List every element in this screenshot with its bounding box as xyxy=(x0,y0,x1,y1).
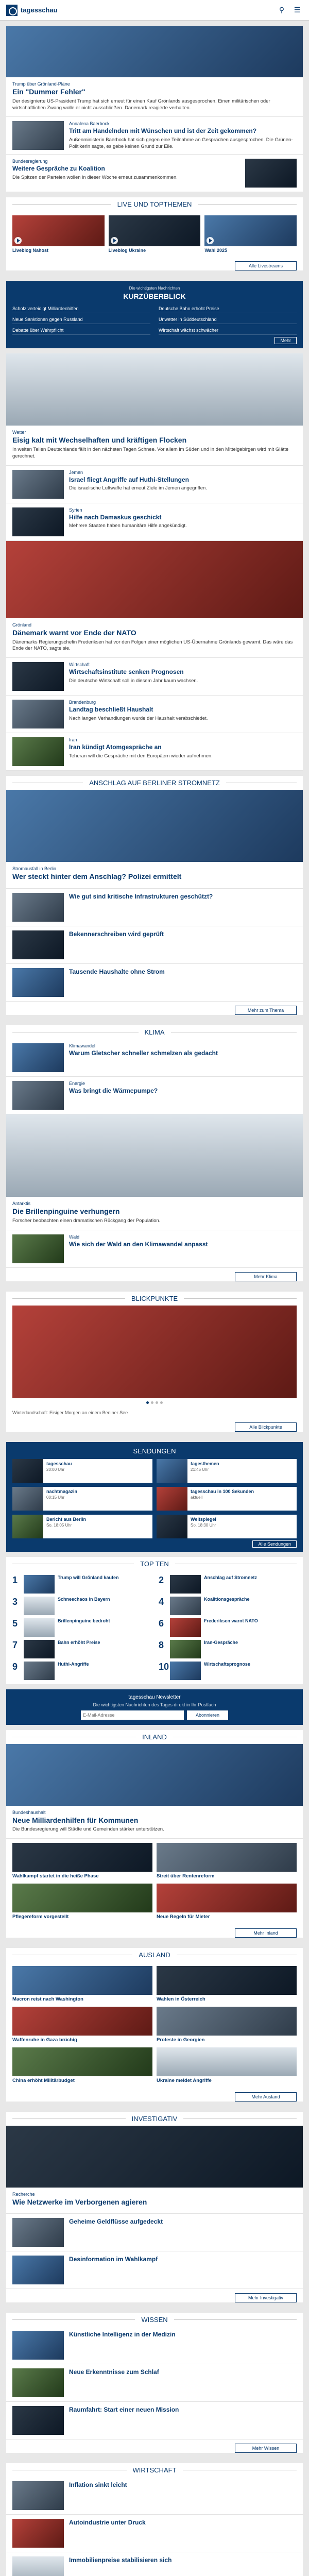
card-title[interactable]: Macron reist nach Washington xyxy=(12,1996,83,2003)
list-item[interactable] xyxy=(6,926,303,964)
list-item[interactable] xyxy=(6,2364,303,2402)
teaser-topline: Annalena Baerbock xyxy=(69,121,110,127)
teaser-headline[interactable]: Immobilienpreise stabilisieren sich xyxy=(69,2556,172,2564)
top10-number: 4 xyxy=(159,1596,164,1607)
teaser-image xyxy=(12,700,64,728)
teaser-image xyxy=(12,2556,64,2576)
section-title: ANSCHLAG AUF BERLINER STROMNETZ xyxy=(89,779,220,787)
card[interactable] xyxy=(157,2047,297,2084)
teaser-topline: Klimawandel xyxy=(69,1043,96,1049)
teaser-image xyxy=(12,1234,64,1263)
section-title: INVESTIGATIV xyxy=(131,2114,178,2123)
live-item[interactable] xyxy=(12,215,105,253)
teaser-image xyxy=(12,2481,64,2510)
top10-number: 7 xyxy=(12,1639,18,1650)
feature-image[interactable] xyxy=(6,541,303,618)
top10-item[interactable] xyxy=(12,1575,150,1594)
teaser-topline: Wetter xyxy=(12,430,26,435)
teaser-summary: Außenministerin Baerbock hat sich gegen eine Teilnahme an Gesprächen ausgesprochen. Die Grünen-Politikerin sagte, es gebe keinen Grund zur Eile. xyxy=(69,137,293,149)
top10-title[interactable]: Huthi-Angriffe xyxy=(58,1661,89,1667)
teaser[interactable] xyxy=(6,862,303,889)
more-live-button[interactable]: Alle Livestreams xyxy=(235,261,297,270)
list-item[interactable] xyxy=(6,503,303,541)
teaser-image xyxy=(12,2218,64,2247)
blickpunkte-image[interactable] xyxy=(12,1306,297,1398)
list-item[interactable] xyxy=(6,733,303,771)
top10-title[interactable]: Trump will Grönland kaufen xyxy=(58,1574,119,1580)
penguin-image[interactable] xyxy=(6,1114,303,1197)
live-caption: Liveblog Ukraine xyxy=(108,248,146,253)
teaser-headline[interactable]: Die Brillenpinguine verhungern xyxy=(12,1207,120,1216)
teaser-headline[interactable]: Warum Gletscher schneller schmelzen als gedacht xyxy=(69,1049,218,1057)
card-title[interactable]: Streit über Rentenreform xyxy=(157,1873,215,1879)
inland-image[interactable] xyxy=(6,1744,303,1806)
teaser-image xyxy=(12,968,64,997)
hero-headline[interactable]: Ein "Dummer Fehler" xyxy=(12,88,85,96)
list-item[interactable] xyxy=(6,658,303,696)
teaser-topline: Brandenburg xyxy=(69,700,96,705)
sendung-item[interactable] xyxy=(157,1459,297,1483)
sendung-label: tagesschau in 100 Sekunden xyxy=(191,1488,254,1494)
top10-item[interactable] xyxy=(12,1618,150,1637)
list-item[interactable] xyxy=(6,2327,303,2364)
section-title: TOP TEN xyxy=(140,1560,169,1568)
teaser[interactable] xyxy=(6,426,303,465)
teaser-headline[interactable]: Autoindustrie unter Druck xyxy=(69,2519,146,2527)
teaser-headline[interactable]: Geheime Geldflüsse aufgedeckt xyxy=(69,2218,163,2226)
teaser-topline: Recherche xyxy=(12,2191,35,2197)
top10-number: 10 xyxy=(159,1661,169,1672)
more-sendungen-button[interactable]: Alle Sendungen xyxy=(252,1540,297,1548)
sendung-item[interactable] xyxy=(12,1515,152,1538)
top10-title[interactable]: Brillenpinguine bedroht xyxy=(58,1618,110,1623)
carousel-dot[interactable] xyxy=(151,1401,153,1404)
teaser-headline[interactable]: Wirtschaftsinstitute senken Prognosen xyxy=(69,668,184,676)
top10-number: 6 xyxy=(159,1618,164,1629)
section-title: WISSEN xyxy=(141,2316,168,2324)
top10-title[interactable]: Bahn erhöht Preise xyxy=(58,1639,100,1645)
teaser-headline[interactable]: Eisig kalt mit Wechselhaften und kräftigen Flocken xyxy=(12,436,187,445)
teaser-image xyxy=(12,662,64,691)
menu-icon[interactable]: ☰ xyxy=(294,6,301,14)
ausland-section xyxy=(6,1948,303,2102)
card[interactable] xyxy=(12,1884,152,1920)
teaser-headline[interactable]: Hilfe nach Damaskus geschickt xyxy=(69,513,162,521)
teaser-summary: Teheran will die Gespräche mit den Europäern wieder aufnehmen. xyxy=(69,753,213,759)
anschlag-image[interactable] xyxy=(6,790,303,862)
investigativ-image[interactable] xyxy=(6,2126,303,2188)
list-item[interactable] xyxy=(6,117,303,155)
teaser-headline[interactable]: Tausende Haushalte ohne Strom xyxy=(69,968,165,976)
sendung-time: aktuell xyxy=(191,1495,203,1500)
newsletter-subscribe-button[interactable]: Abonnieren xyxy=(187,1710,228,1720)
teaser-topline: Stromausfall in Berlin xyxy=(12,866,57,872)
teaser-headline[interactable]: Künstliche Intelligenz in der Medizin xyxy=(69,2331,176,2338)
list-item[interactable] xyxy=(6,466,303,503)
teaser-image xyxy=(12,1043,64,1072)
section-title: WIRTSCHAFT xyxy=(132,2466,177,2475)
teaser-headline[interactable]: Bekennerschreiben wird geprüft xyxy=(69,930,164,938)
section-title: LIVE UND TOPTHEMEN xyxy=(117,200,192,209)
wissen-section xyxy=(6,2313,303,2453)
card[interactable] xyxy=(12,2007,152,2043)
hero-text xyxy=(6,77,303,117)
teaser[interactable] xyxy=(6,2188,303,2214)
hero-summary: Der designierte US-Präsident Trump hat sich erneut für einen Kauf Grönlands ausgesprochen. Einen militärischen oder wirtschaftlichen Zwang wolle er nicht ausschließen. Dänemark reagierte verhalten. xyxy=(12,98,270,111)
top10-number: 9 xyxy=(12,1661,18,1672)
sendung-label: tagesthemen xyxy=(191,1461,219,1466)
top10-title[interactable]: Wirtschaftsprognose xyxy=(204,1661,250,1667)
teaser-topline: Wald xyxy=(69,1234,80,1240)
list-item[interactable] xyxy=(6,696,303,733)
teaser-topline: Syrien xyxy=(69,507,82,513)
card-title[interactable]: Pflegereform vorgestellt xyxy=(12,1914,69,1920)
top10-title[interactable]: Schneechaos in Bayern xyxy=(58,1596,110,1602)
list-item[interactable] xyxy=(6,2214,303,2251)
teaser-headline[interactable]: Israel fliegt Angriffe auf Huthi-Stellungen xyxy=(69,476,189,483)
card[interactable] xyxy=(12,1843,152,1879)
section-title: AUSLAND xyxy=(139,1951,170,1959)
search-icon[interactable]: ⚲ xyxy=(279,6,285,14)
carousel-dot[interactable] xyxy=(160,1401,163,1404)
teaser-topline: Bundeshaushalt xyxy=(12,1809,46,1815)
newsletter-box xyxy=(6,1689,303,1725)
teaser-image xyxy=(12,1081,64,1110)
top10-item[interactable] xyxy=(159,1597,297,1615)
teaser[interactable] xyxy=(6,1197,303,1230)
sendung-time: So. 18:30 Uhr xyxy=(191,1522,216,1528)
klima-section xyxy=(6,1025,303,1281)
teaser-headline[interactable]: Neue Erkenntnisse zum Schlaf xyxy=(69,2368,159,2376)
blickpunkte-caption: Winterlandschaft: Eisiger Morgen an einem Berliner See xyxy=(12,1410,128,1415)
teaser-image xyxy=(12,2406,64,2435)
teaser-headline[interactable]: Landtag beschließt Haushalt xyxy=(69,706,153,714)
sendung-time: 00:15 Uhr xyxy=(46,1495,65,1500)
teaser-headline[interactable]: Tritt am Handelnden mit Wünschen und ist der Zeit gekommen? xyxy=(69,127,257,135)
teaser-topline: Grönland xyxy=(12,622,32,628)
teaser-summary: Die Bundesregierung will Städte und Gemeinden stärker unterstützen. xyxy=(12,1826,164,1833)
sendung-time: 20:00 Uhr xyxy=(46,1467,65,1472)
more-anschlag-button[interactable]: Mehr zum Thema xyxy=(235,1006,297,1015)
blickpunkte-section xyxy=(6,1292,303,1432)
card-title[interactable]: Wahlen in Österreich xyxy=(157,1996,205,2003)
teaser-image xyxy=(12,930,64,959)
teaser-summary: Die Spitzen der Parteien wollen in dieser Woche erneut zusammenkommen. xyxy=(12,174,178,180)
teaser-headline[interactable]: Iran kündigt Atomgespräche an xyxy=(69,743,162,751)
list-item[interactable] xyxy=(6,2515,303,2552)
logo-text[interactable]: tagesschau xyxy=(21,6,58,14)
list-item[interactable] xyxy=(6,1039,303,1077)
section-title: BLICKPUNKTE xyxy=(131,1294,178,1302)
box-title: KURZÜBERBLICK xyxy=(123,292,186,301)
card-title[interactable]: China erhöht Militärbudget xyxy=(12,2077,75,2083)
wirtschaft-section xyxy=(6,2463,303,2576)
carousel-dot[interactable] xyxy=(156,1401,158,1404)
teaser-headline[interactable]: Neue Milliardenhilfen für Kommunen xyxy=(12,1816,139,1824)
top10-item[interactable] xyxy=(12,1597,150,1615)
teaser-image xyxy=(12,470,64,499)
play-icon[interactable] xyxy=(14,237,22,244)
teaser-headline[interactable]: Dänemark warnt vor Ende der NATO xyxy=(12,628,136,637)
top10-number: 5 xyxy=(12,1618,18,1629)
card[interactable] xyxy=(12,2047,152,2084)
anschlag-section xyxy=(6,776,303,1015)
card-title[interactable]: Ukraine meldet Angriffe xyxy=(157,2077,212,2083)
teaser-summary: Die israelische Luftwaffe hat erneut Ziele im Jemen angegriffen. xyxy=(69,485,207,492)
more-blickpunkte-button[interactable]: Alle Blickpunkte xyxy=(235,1422,297,1432)
sendung-item[interactable] xyxy=(12,1459,152,1483)
site-header xyxy=(0,0,309,21)
teaser-image xyxy=(245,159,297,188)
teaser-headline[interactable]: Desinformation im Wahlkampf xyxy=(69,2256,158,2263)
top10-number: 8 xyxy=(159,1639,164,1650)
sendung-item[interactable] xyxy=(157,1515,297,1538)
card-title[interactable]: Waffenruhe in Gaza brüchig xyxy=(12,2037,77,2043)
kurzueberblick-item[interactable]: Scholz verteidigt Milliardenhilfen xyxy=(12,304,150,313)
live-caption: Liveblog Nahost xyxy=(12,248,49,253)
top10-item[interactable] xyxy=(159,1575,297,1594)
sendung-time: 21:45 Uhr xyxy=(191,1467,209,1472)
teaser[interactable] xyxy=(6,1806,303,1839)
top10-title[interactable]: Frederiksen warnt NATO xyxy=(204,1618,258,1623)
list-item[interactable] xyxy=(6,2552,303,2576)
teaser-headline[interactable]: Inflation sinkt leicht xyxy=(69,2481,127,2489)
teaser-image xyxy=(12,2256,64,2284)
carousel-dots xyxy=(6,1398,303,1407)
box-kicker: Die wichtigsten Nachrichten xyxy=(129,286,180,291)
live-section xyxy=(6,197,303,270)
teaser-summary: Forscher beobachten einen dramatischen Rückgang der Population. xyxy=(12,1217,161,1224)
top10-number: 1 xyxy=(12,1574,18,1585)
hero-topline: Trump über Grönland-Pläne xyxy=(12,81,70,87)
teaser-image xyxy=(12,507,64,536)
sendung-label: nachtmagazin xyxy=(46,1488,78,1494)
teaser-headline[interactable]: Wie gut sind kritische Infrastrukturen geschützt? xyxy=(69,893,213,901)
top10-item[interactable] xyxy=(159,1618,297,1637)
card[interactable] xyxy=(157,1966,297,2003)
teaser-topline: Iran xyxy=(69,737,77,743)
sendungen-section xyxy=(6,1442,303,1552)
teaser-topline: Energie xyxy=(69,1081,85,1087)
top10-item[interactable] xyxy=(159,1662,297,1680)
teaser-headline[interactable]: Was bringt die Wärmepumpe? xyxy=(69,1087,158,1095)
teaser-summary: In weiten Teilen Deutschlands fällt in den nächsten Tagen Schnee. Vor allem im Süden und in den Mittelgebirgen wird mit Glätte gerechnet. xyxy=(12,447,289,460)
news-section xyxy=(6,353,303,771)
logo-icon[interactable] xyxy=(6,5,18,16)
section-title: SENDUNGEN xyxy=(133,1447,176,1455)
card[interactable] xyxy=(157,2007,297,2043)
teaser-image xyxy=(12,121,64,150)
teaser-image xyxy=(12,2368,64,2397)
more-investigativ-button[interactable]: Mehr Investigativ xyxy=(235,2293,297,2302)
play-icon[interactable] xyxy=(207,237,214,244)
sendung-label: Bericht aus Berlin xyxy=(46,1516,87,1522)
carousel-dot[interactable] xyxy=(146,1401,149,1404)
teaser-image xyxy=(12,2331,64,2360)
top10-title[interactable]: Iran-Gespräche xyxy=(204,1639,238,1645)
kurzueberblick-item[interactable]: Debatte über Wehrpflicht xyxy=(12,326,150,335)
teaser-topline: Wirtschaft xyxy=(69,662,90,668)
section-title: INLAND xyxy=(142,1733,167,1741)
teaser-topline: Jemen xyxy=(69,469,83,475)
sendung-item[interactable] xyxy=(12,1487,152,1511)
sendung-label: Weltspiegel xyxy=(191,1516,216,1522)
more-klima-button[interactable]: Mehr Klima xyxy=(235,1272,297,1281)
list-item[interactable] xyxy=(6,1077,303,1114)
investigativ-section xyxy=(6,2112,303,2303)
teaser-headline[interactable]: Weitere Gespräche zu Koalition xyxy=(12,165,105,173)
kurzueberblick-item[interactable]: Deutsche Bahn erhöht Preise xyxy=(159,304,297,313)
top10-item[interactable] xyxy=(159,1640,297,1658)
newsletter-title: tagesschau Newsletter xyxy=(128,1694,181,1700)
newsletter-email-input[interactable] xyxy=(81,1710,184,1720)
teaser-summary: Dänemarks Regierungschefin Frederiksen hat vor den Folgen einer möglichen US-Übernahme Grönlands gewarnt. Das wäre das Ende der NATO, sagte sie. xyxy=(12,639,293,652)
list-item[interactable] xyxy=(6,155,303,192)
snow-image[interactable] xyxy=(6,353,303,426)
teaser-headline[interactable]: Wie sich der Wald an den Klimawandel anpasst xyxy=(69,1240,208,1248)
card[interactable] xyxy=(12,1966,152,2003)
card[interactable] xyxy=(157,1843,297,1879)
list-item[interactable] xyxy=(6,2402,303,2439)
newsletter-text: Die wichtigsten Nachrichten des Tages direkt in Ihr Postfach xyxy=(93,1702,216,1707)
live-caption: Wahl 2025 xyxy=(204,248,228,253)
teaser-summary: Die deutsche Wirtschaft soll in diesem Jahr kaum wachsen. xyxy=(69,677,198,684)
section-title: KLIMA xyxy=(144,1028,165,1037)
more-ausland-button[interactable]: Mehr Ausland xyxy=(235,2092,297,2102)
list-item[interactable] xyxy=(6,889,303,926)
hero-teaser[interactable] xyxy=(6,26,303,192)
teaser-summary: Mehrere Staaten haben humanitäre Hilfe angekündigt. xyxy=(69,523,187,529)
top10-title[interactable]: Anschlag auf Stromnetz xyxy=(204,1574,258,1580)
list-item[interactable] xyxy=(6,2251,303,2289)
hero-image[interactable] xyxy=(6,26,303,77)
sendung-time: So. 18:05 Uhr xyxy=(46,1522,72,1528)
feature-teaser[interactable] xyxy=(6,618,303,658)
teaser-headline[interactable]: Wie Netzwerke im Verborgenen agieren xyxy=(12,2197,147,2206)
teaser-headline[interactable]: Raumfahrt: Start einer neuen Mission xyxy=(69,2406,179,2414)
teaser-image xyxy=(12,893,64,922)
card[interactable] xyxy=(157,1884,297,1920)
top10-title[interactable]: Koalitionsgespräche xyxy=(204,1596,250,1602)
top10-number: 2 xyxy=(159,1574,164,1585)
kurzueberblick-box xyxy=(6,281,303,348)
teaser-image xyxy=(12,2519,64,2548)
list-item[interactable] xyxy=(6,964,303,1002)
more-inland-button[interactable]: Mehr Inland xyxy=(235,1928,297,1938)
top10-number: 3 xyxy=(12,1596,18,1607)
teaser-summary: Nach langen Verhandlungen wurde der Haushalt verabschiedet. xyxy=(69,715,208,721)
list-item[interactable] xyxy=(6,1230,303,1268)
inland-section xyxy=(6,1730,303,1938)
top10-item[interactable] xyxy=(12,1640,150,1658)
top10-section xyxy=(6,1557,303,1684)
play-icon[interactable] xyxy=(111,237,118,244)
sendung-item[interactable] xyxy=(157,1487,297,1511)
card-title[interactable]: Neue Regeln für Mieter xyxy=(157,1914,210,1920)
card-title[interactable]: Proteste in Georgien xyxy=(157,2037,205,2043)
kurzueberblick-item[interactable]: Unwetter in Süddeutschland xyxy=(159,315,297,324)
kurzueberblick-item[interactable]: Wirtschaft wächst schwächer xyxy=(159,326,297,335)
sendung-label: tagesschau xyxy=(46,1461,72,1466)
teaser-headline[interactable]: Wer steckt hinter dem Anschlag? Polizei ermittelt xyxy=(12,872,182,881)
top10-item[interactable] xyxy=(12,1662,150,1680)
card-title[interactable]: Wahlkampf startet in die heiße Phase xyxy=(12,1873,99,1879)
teaser-topline: Antarktis xyxy=(12,1201,31,1207)
teaser-image xyxy=(12,737,64,766)
kurzueberblick-more-button[interactable]: Mehr xyxy=(274,337,297,344)
kurzueberblick-item[interactable]: Neue Sanktionen gegen Russland xyxy=(12,315,150,324)
list-item[interactable] xyxy=(6,2477,303,2515)
live-item[interactable] xyxy=(204,215,297,253)
more-wissen-button[interactable]: Mehr Wissen xyxy=(235,2444,297,2453)
live-item[interactable] xyxy=(109,215,201,253)
teaser-topline: Bundesregierung xyxy=(12,159,48,164)
